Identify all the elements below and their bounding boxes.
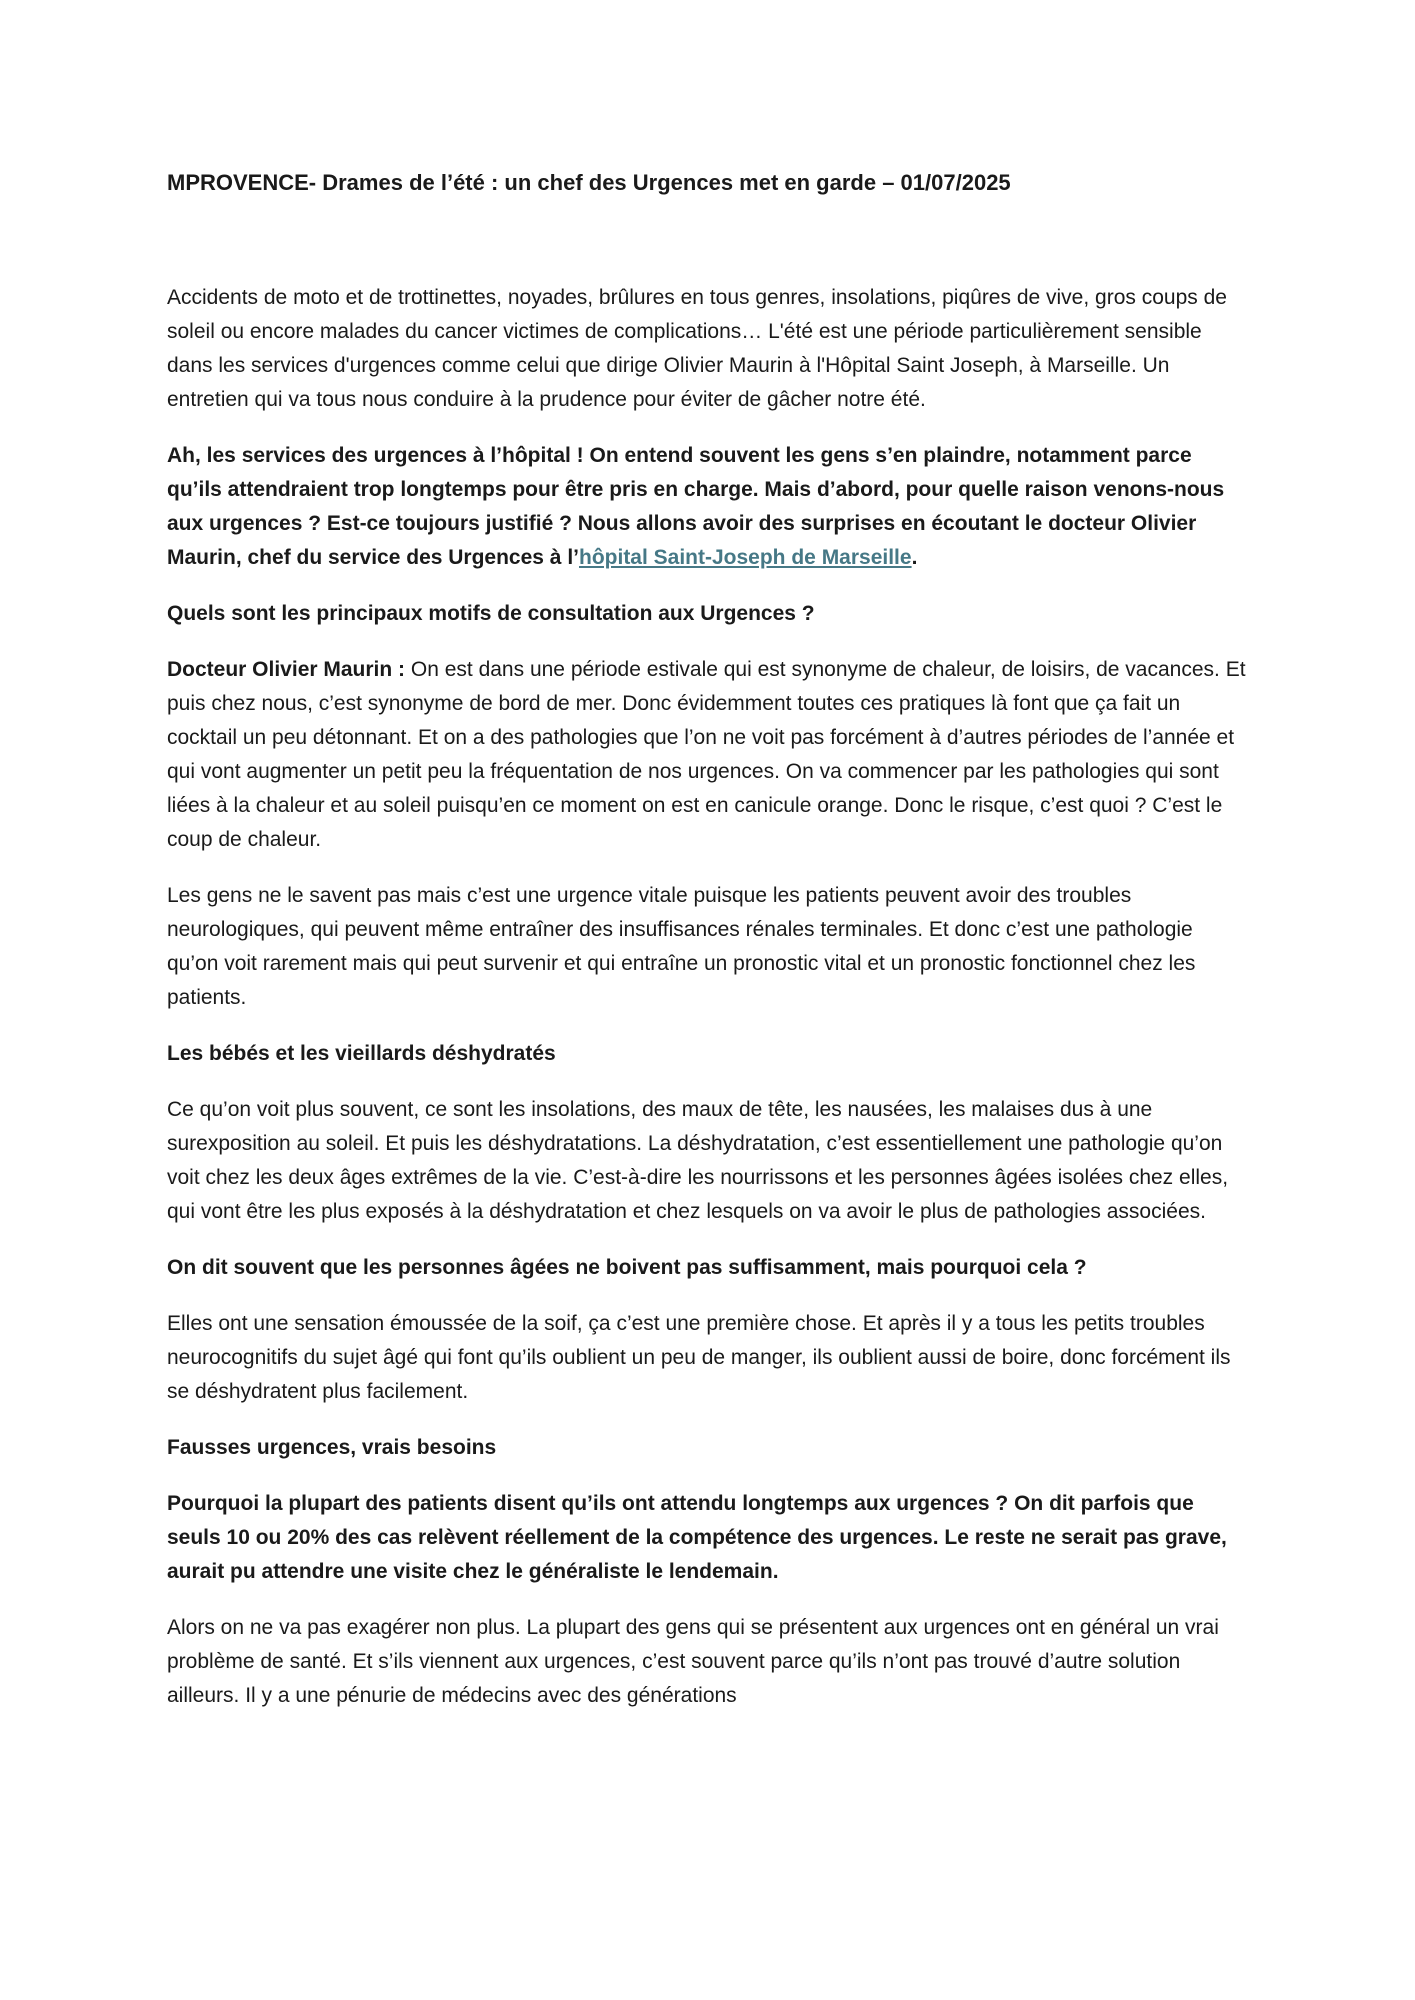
speaker-name: Docteur Olivier Maurin : bbox=[167, 658, 406, 681]
question-2-heading: On dit souvent que les personnes âgées ne boivent pas suffisamment, mais pourquoi cela ? bbox=[167, 1256, 1087, 1279]
document-title: MPROVENCE- Drames de l’été : un chef des Urgences met en garde – 01/07/2025 bbox=[167, 170, 1011, 195]
lead-text-before-link: Ah, les services des urgences à l’hôpital ! On entend souvent les gens s’en plaindre, notamment parce qu’ils attendraient trop longtemps pour être pris en charge. Mais d’abord, pour quelle raison venons-nous aux urgences ? Est-ce toujours justifié ? Nous allons avoir des surprises en écoutant le docteur Olivier Maurin, chef du service des Urgences à l’ bbox=[167, 444, 1225, 569]
subheading-false-emergencies: Fausses urgences, vrais besoins bbox=[167, 1436, 497, 1459]
lead-text-after-link: . bbox=[911, 546, 918, 569]
answer-1-paragraph bbox=[167, 653, 1248, 857]
subheading-dehydrated: Les bébés et les vieillards déshydratés bbox=[167, 1042, 556, 1065]
answer-3-paragraph: Alors on ne va pas exagérer non plus. La plupart des gens qui se présentent aux urgences ont en général un vrai problème de santé. Et s’ils viennent aux urgences, c’est souvent parce qu’ils n’ont pas trouvé d’autre solution ailleurs. Il y a une pénurie de médecins avec des générations bbox=[167, 1616, 1219, 1707]
answer-2-paragraph: Elles ont une sensation émoussée de la soif, ça c’est une première chose. Et après il y a tous les petits troubles neurocognitifs du sujet âgé qui font qu’ils oublient un peu de manger, ils oublient aussi de boire, donc forcément ils se déshydratent plus facilement. bbox=[167, 1312, 1231, 1403]
answer-1-continued-paragraph: Les gens ne le savent pas mais c’est une urgence vitale puisque les patients peuvent avoir des troubles neurologiques, qui peuvent même entraîner des insuffisances rénales terminales. Et donc c’est une pathologie qu’on voit rarement mais qui peut survenir et qui entraîne un pronostic vital et un pronostic fonctionnel chez les patients. bbox=[167, 884, 1196, 1009]
hospital-link[interactable]: hôpital Saint-Joseph de Marseille bbox=[579, 546, 912, 569]
intro-paragraph: Accidents de moto et de trottinettes, noyades, brûlures en tous genres, insolations, piqûres de vive, gros coups de soleil ou encore malades du cancer victimes de complications… L'été est une période particulièrement sensible dans les services d'urgences comme celui que dirige Olivier Maurin à l'Hôpital Saint Joseph, à Marseille. Un entretien qui va tous nous conduire à la prudence pour éviter de gâcher notre été. bbox=[167, 286, 1227, 411]
lead-paragraph bbox=[167, 439, 1248, 575]
answer-1-text: On est dans une période estivale qui est synonyme de chaleur, de loisirs, de vacances. Et puis chez nous, c’est synonyme de bord de mer. Donc évidemment toutes ces pratiques là font que ça fait un cocktail un peu détonnant. Et on a des pathologies que l’on ne voit pas forcément à d’autres périodes de l’année et qui vont augmenter un petit peu la fréquentation de nos urgences. On va commencer par les pathologies qui sont liées à la chaleur et au soleil puisqu’en ce moment on est en canicule orange. Donc le risque, c’est quoi ? C’est le coup de chaleur. bbox=[167, 658, 1246, 851]
dehydration-paragraph: Ce qu’on voit plus souvent, ce sont les insolations, des maux de tête, les nausées, les malaises dus à une surexposition au soleil. Et puis les déshydratations. La déshydratation, c’est essentiellement une pathologie qu’on voit chez les deux âges extrêmes de la vie. C’est-à-dire les nourrissons et les personnes âgées isolées chez elles, qui vont être les plus exposés à la déshydratation et chez lesquels on va avoir le plus de pathologies associées. bbox=[167, 1098, 1229, 1223]
question-3-paragraph: Pourquoi la plupart des patients disent qu’ils ont attendu longtemps aux urgences ? On dit parfois que seuls 10 ou 20% des cas relèvent réellement de la compétence des urgences. Le reste ne serait pas grave, aurait pu attendre une visite chez le généraliste le lendemain. bbox=[167, 1492, 1227, 1583]
question-1-heading: Quels sont les principaux motifs de consultation aux Urgences ? bbox=[167, 602, 815, 625]
